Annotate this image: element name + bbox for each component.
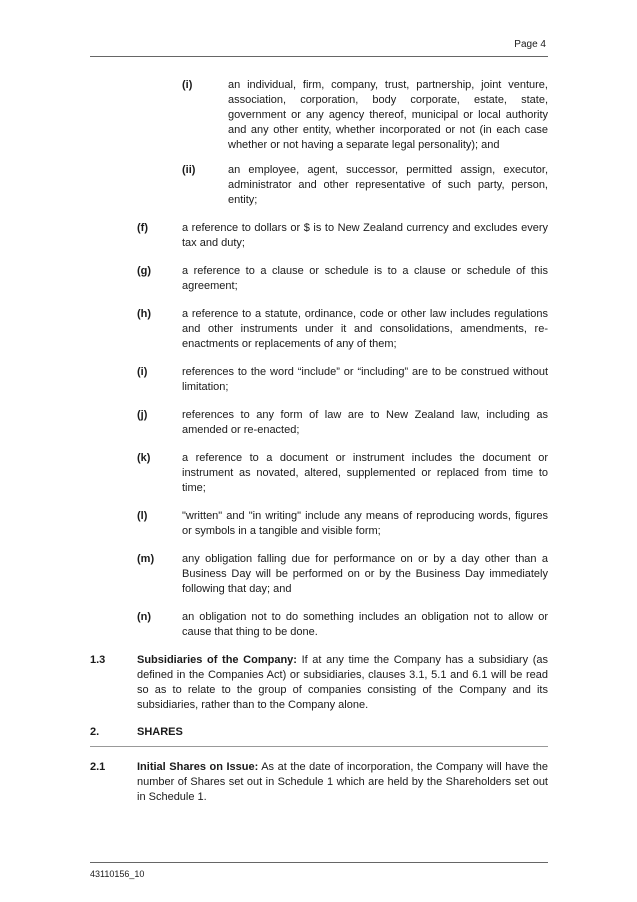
- item-label: (ii): [182, 164, 196, 176]
- item-label: (m): [137, 553, 155, 565]
- clause-title: Subsidiaries of the Company:: [137, 654, 297, 666]
- item-text: a reference to dollars or $ is to New Zealand currency and excludes every tax and duty;: [182, 222, 548, 249]
- item-label: (n): [137, 611, 152, 623]
- item-label: (j): [137, 409, 148, 421]
- item-label: (i): [182, 79, 193, 91]
- item-text: an obligation not to do something includes an obligation not to allow or cause that thing to be done.: [182, 611, 548, 638]
- page-number: Page 4: [514, 39, 546, 50]
- clause-title: Initial Shares on Issue:: [137, 761, 259, 773]
- clause-number: 2.1: [90, 761, 106, 773]
- item-label: (h): [137, 308, 152, 320]
- section-rule: [90, 746, 548, 747]
- header-rule: [90, 56, 548, 57]
- section-title: SHARES: [137, 726, 183, 738]
- section-number: 2.: [90, 726, 100, 738]
- item-text: an employee, agent, successor, permitted assign, executor, administrator and other representative of such party, person, entity;: [228, 164, 548, 206]
- item-label: (g): [137, 265, 152, 277]
- item-text: a reference to a document or instrument includes the document or instrument as novated, altered, supplemented or replaced from time to time;: [182, 452, 548, 494]
- clause-body: [137, 653, 548, 713]
- item-label: (k): [137, 452, 151, 464]
- item-label: (l): [137, 510, 148, 522]
- clause-body: [137, 760, 548, 805]
- item-text: a reference to a statute, ordinance, code or other law includes regulations and other instruments under it and consolidations, amendments, re-enactments or replacements of any of them;: [182, 308, 548, 350]
- document-reference: 43110156_10: [90, 869, 145, 879]
- clause-text: As at the date of incorporation, the Company will have the number of Shares set out in Schedule 1 which are held by the Shareholders set out in Schedule 1.: [137, 761, 548, 803]
- clause-number: 1.3: [90, 654, 106, 666]
- item-text: any obligation falling due for performance on or by a day other than a Business Day will be performed on or by the Business Day immediately following that day; and: [182, 553, 548, 595]
- footer-rule: [90, 862, 548, 863]
- item-text: a reference to a clause or schedule is to a clause or schedule of this agreement;: [182, 265, 548, 292]
- clause-text: If at any time the Company has a subsidiary (as defined in the Companies Act) or subsidiaries, clauses 3.1, 5.1 and 6.1 will be read so as to relate to the group of companies consisting of the Company and its subsidiaries, rather than to the Company alone.: [137, 654, 549, 711]
- item-text: references to the word “include” or “including” are to be construed without limitation;: [182, 366, 548, 393]
- item-text: references to any form of law are to New Zealand law, including as amended or re-enacted;: [182, 409, 548, 436]
- item-text: an individual, firm, company, trust, partnership, joint venture, association, corporation, body corporate, estate, state, government or any agency thereof, municipal or local authority and any other entity, whether incorporated or not (in each case whether or not having a separate legal personality); and: [228, 79, 548, 151]
- item-label: (i): [137, 366, 148, 378]
- item-text: "written" and "in writing" include any means of reproducing words, figures or symbols in a tangible and visible form;: [182, 510, 548, 537]
- item-label: (f): [137, 222, 148, 234]
